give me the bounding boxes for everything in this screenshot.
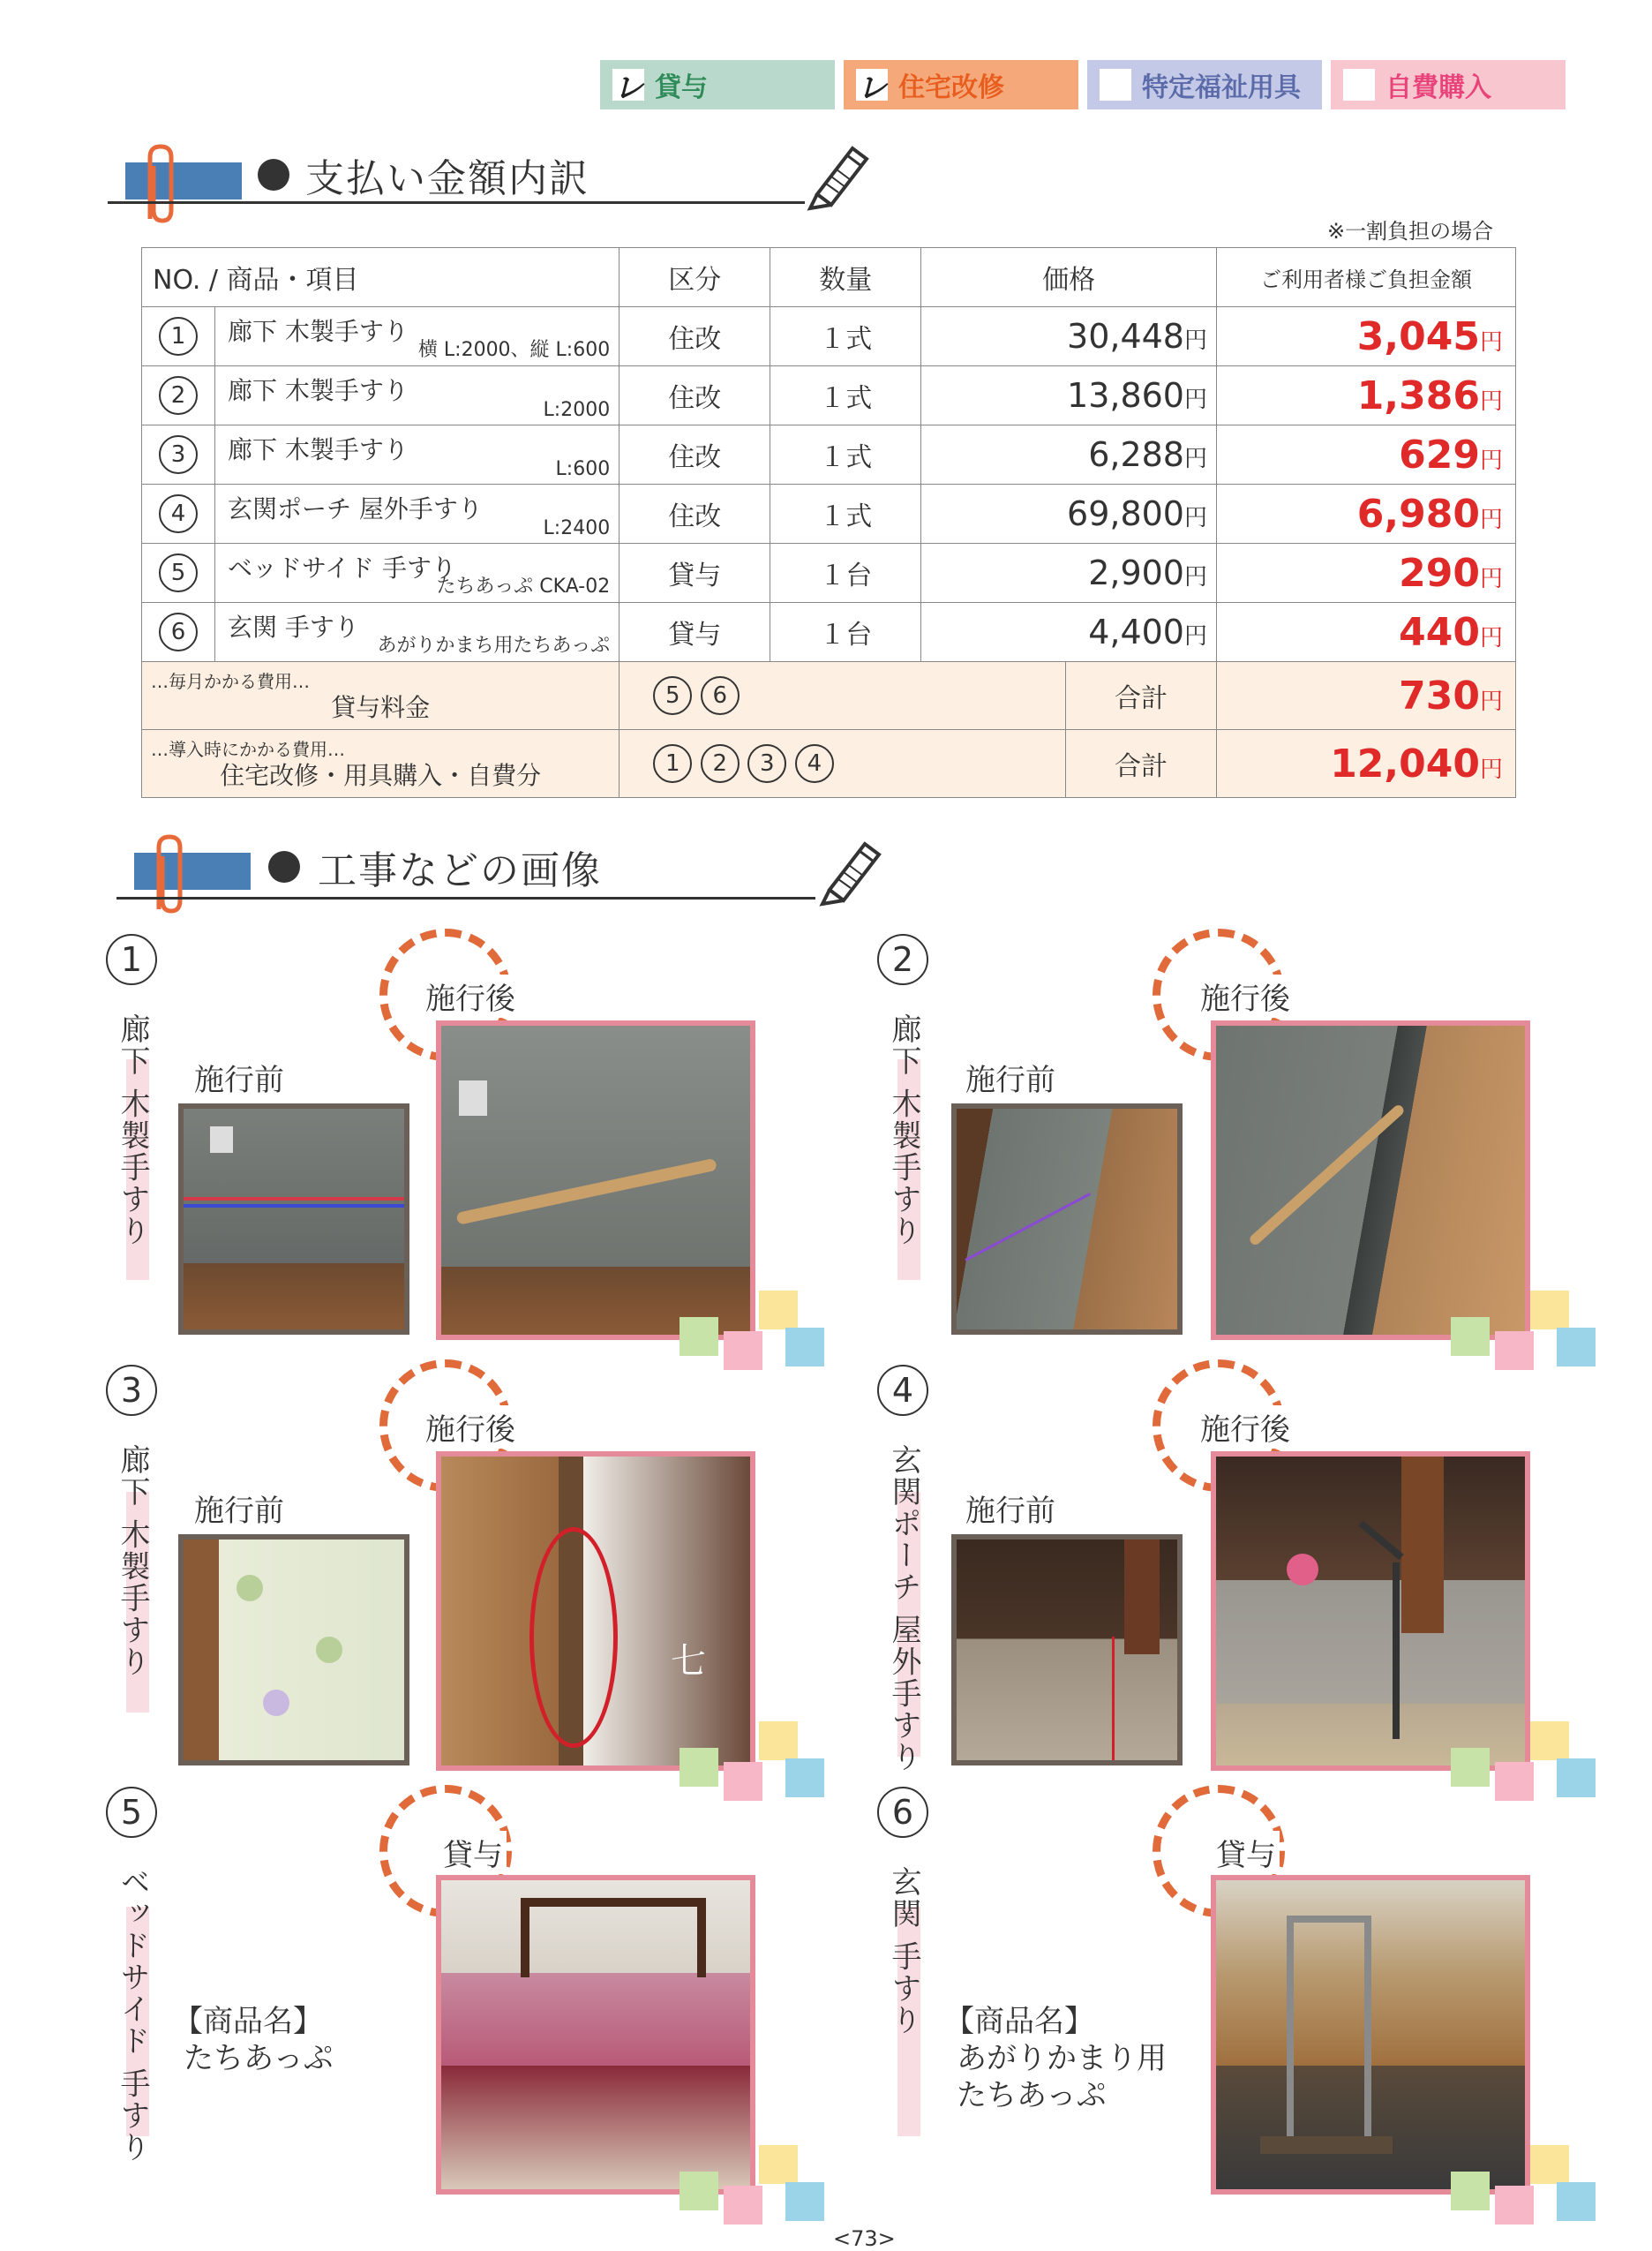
item-category: 住改 [620, 425, 770, 485]
item-category: 貸与 [620, 544, 770, 603]
header-category: 区分 [620, 248, 770, 307]
entry-title: ベッドサイド 手すり [115, 1866, 150, 2164]
section-title-payment: 支払い金額内訳 [305, 156, 589, 201]
entry-title: 玄関ポーチ 屋外手すり [886, 1444, 921, 1773]
item-pay: 629 [1399, 432, 1480, 478]
handrail-bar [1358, 1520, 1403, 1560]
after-label: 施行後 [1197, 975, 1294, 1018]
product-name-line2: たちあっぷ [957, 2078, 1107, 2113]
heading-underline [116, 897, 815, 900]
item-category: 住改 [620, 307, 770, 366]
entry-number: 6 [877, 1787, 928, 1838]
color-square [1557, 1758, 1596, 1797]
yen-unit: 円 [1479, 328, 1503, 356]
handrail-frame [1287, 1916, 1371, 2152]
rental-label: 貸与 [439, 1831, 507, 1874]
after-label: 施行後 [422, 1405, 519, 1449]
item-price: 6,288 [1088, 435, 1184, 474]
photo-before [951, 1103, 1183, 1335]
item-qty: １式 [770, 425, 921, 485]
item-price: 69,800 [1067, 494, 1184, 533]
entry-number: 3 [106, 1365, 157, 1416]
tag-home-renovation [844, 60, 1078, 109]
photo-after [1211, 1020, 1530, 1340]
item-name: 廊下 木製手すり [228, 376, 409, 405]
photo-before [951, 1534, 1183, 1765]
entry-title: 廊下 木製手すり [115, 1013, 150, 1247]
item-ref: 6 [701, 676, 740, 715]
item-pay: 440 [1399, 609, 1480, 655]
handrail [1248, 1103, 1406, 1247]
rental-label: 貸与 [1213, 1831, 1280, 1874]
summary-items [620, 730, 1066, 798]
item-spec: たちあっぷ CKA-02 [436, 576, 611, 598]
row-number: 5 [159, 553, 198, 592]
color-square [680, 1317, 718, 1356]
table-row [142, 603, 1516, 662]
item-pay: 1,386 [1356, 373, 1480, 418]
item-qty: １式 [770, 307, 921, 366]
pillar [1124, 1540, 1160, 1654]
item-ref: 4 [795, 744, 834, 783]
yen-unit: 円 [1479, 447, 1503, 474]
entry-title: 廊下 木製手すり [115, 1444, 150, 1678]
item-pay: 6,980 [1356, 491, 1480, 537]
paperclip-icon [132, 139, 194, 228]
color-square [1530, 1721, 1569, 1760]
tag-label: 自費購入 [1385, 72, 1491, 103]
yen-unit: 円 [1479, 565, 1503, 592]
header-price: 価格 [921, 248, 1217, 307]
summary-total-label: 合計 [1066, 730, 1217, 798]
color-square [1495, 2186, 1534, 2225]
highlight-circle [529, 1527, 618, 1748]
yen-unit: 円 [1479, 388, 1503, 415]
summary-label: 住宅改修・用具購入・自費分 [220, 761, 542, 790]
switch-plate [459, 1080, 487, 1116]
photo-after [436, 1020, 755, 1340]
entry-number: 5 [106, 1787, 157, 1838]
item-pay: 3,045 [1356, 313, 1480, 359]
summary-label: 貸与料金 [331, 693, 431, 722]
bullet-icon [258, 159, 289, 191]
color-square [1530, 1291, 1569, 1329]
color-square [1557, 2182, 1596, 2221]
handrail-line-purple [965, 1193, 1091, 1261]
row-number: 4 [159, 494, 198, 533]
before-label: 施行前 [194, 1063, 284, 1098]
row-number: 1 [159, 317, 198, 356]
color-square [680, 1748, 718, 1787]
header-qty: 数量 [770, 248, 921, 307]
color-square [1557, 1328, 1596, 1366]
entry-title: 玄関 手すり [886, 1866, 921, 2036]
entry-number: 1 [106, 934, 157, 985]
curtain-pattern [263, 1690, 289, 1716]
entry-number: 4 [877, 1365, 928, 1416]
curtain-pattern [316, 1637, 342, 1663]
color-square [724, 2186, 762, 2225]
item-name: ベッドサイド 手すり [228, 553, 456, 583]
yen-unit: 円 [1183, 327, 1207, 354]
table-row [142, 544, 1516, 603]
item-qty: １台 [770, 603, 921, 662]
item-price: 4,400 [1088, 613, 1184, 651]
handrail-line-blue [184, 1204, 404, 1208]
color-square [1495, 1762, 1534, 1801]
color-square [759, 1721, 798, 1760]
yen-unit: 円 [1183, 623, 1207, 650]
payment-table [141, 247, 1516, 798]
pen-icon [800, 132, 879, 212]
bullet-icon [268, 851, 300, 883]
paperclip-icon [141, 830, 203, 918]
tag-label: 特定福祉用具 [1142, 72, 1301, 103]
item-spec: L:600 [555, 458, 611, 480]
item-ref: 5 [653, 676, 692, 715]
curtain-pattern [237, 1575, 263, 1601]
curtain-text: 七 [671, 1641, 706, 1682]
photo-after [1211, 1451, 1530, 1771]
heading-underline [108, 201, 805, 204]
item-name: 玄関ポーチ 屋外手すり [228, 494, 483, 523]
product-heading: 【商品名】 [944, 2004, 1094, 2039]
before-label: 施行前 [194, 1494, 284, 1529]
color-square [1451, 2172, 1490, 2210]
table-row [142, 425, 1516, 485]
row-number: 3 [159, 435, 198, 474]
summary-amount: 730 [1399, 673, 1480, 719]
marker-line [1112, 1637, 1115, 1760]
row-number: 6 [159, 613, 198, 651]
tag-label: 貸与 [655, 72, 708, 103]
item-ref: 1 [653, 744, 692, 783]
switch-plate [210, 1126, 233, 1153]
yen-unit: 円 [1183, 564, 1207, 591]
color-square [1451, 1317, 1490, 1356]
item-spec: L:2400 [543, 517, 611, 539]
yen-unit: 円 [1479, 688, 1503, 715]
item-ref: 3 [747, 744, 786, 783]
color-square [724, 1331, 762, 1370]
item-name: 玄関 手すり [228, 613, 359, 642]
item-spec: L:2000 [543, 399, 611, 421]
yen-unit: 円 [1183, 505, 1207, 531]
color-square [724, 1762, 762, 1801]
yen-unit: 円 [1479, 506, 1503, 533]
bed-rail [521, 1898, 706, 1977]
item-ref: 2 [701, 744, 740, 783]
photo-before [178, 1103, 409, 1335]
item-price: 13,860 [1067, 376, 1184, 415]
burden-note: ※一割負担の場合 [1327, 219, 1494, 244]
flower-pot [1287, 1554, 1318, 1585]
photo-product [1211, 1875, 1530, 2195]
item-spec: あがりかまち用たちあっぷ [377, 635, 611, 657]
yen-unit: 円 [1479, 756, 1503, 783]
item-spec: 横 L:2000、縦 L:600 [417, 339, 611, 361]
yen-unit: 円 [1183, 446, 1207, 472]
item-category: 住改 [620, 366, 770, 425]
summary-total-label: 合計 [1066, 662, 1217, 730]
handrail [456, 1158, 717, 1225]
color-square [785, 1758, 824, 1797]
item-name: 廊下 木製手すり [228, 435, 409, 464]
photo-after [436, 1451, 755, 1771]
photo-product [436, 1875, 755, 2195]
pillar [1401, 1457, 1444, 1633]
section-title-photos: 工事などの画像 [318, 848, 602, 893]
item-qty: １式 [770, 366, 921, 425]
color-square [759, 2145, 798, 2184]
product-heading: 【商品名】 [173, 2004, 323, 2039]
product-name-line1: あがりかまり用 [957, 2041, 1167, 2076]
item-qty: １台 [770, 544, 921, 603]
item-category: 貸与 [620, 603, 770, 662]
yen-unit: 円 [1183, 387, 1207, 413]
tag-self-purchase [1331, 60, 1566, 109]
check-box: レ [613, 70, 643, 106]
page-number: <73> [833, 2226, 896, 2251]
item-price: 30,448 [1067, 317, 1184, 356]
handrail-post [1393, 1562, 1400, 1739]
summary-note: …毎月かかる費用… [151, 671, 310, 692]
color-square [785, 1328, 824, 1366]
tag-rental [600, 60, 835, 109]
after-label: 施行後 [422, 975, 519, 1018]
header-pay: ご利用者様ご負担金額 [1217, 248, 1516, 307]
item-qty: １式 [770, 485, 921, 544]
color-square [1530, 2145, 1569, 2184]
summary-amount: 12,040 [1330, 741, 1480, 787]
after-label: 施行後 [1197, 1405, 1294, 1449]
table-row [142, 366, 1516, 425]
before-label: 施行前 [965, 1063, 1055, 1098]
pen-icon [812, 828, 891, 907]
item-category: 住改 [620, 485, 770, 544]
check-box: レ [857, 70, 887, 106]
color-square [785, 2182, 824, 2221]
item-name: 廊下 木製手すり [228, 317, 409, 346]
color-square [680, 2172, 718, 2210]
product-name: たちあっぷ [184, 2041, 334, 2076]
table-header-row [142, 248, 1516, 307]
handrail-line-red [184, 1197, 404, 1201]
check-box [1343, 69, 1375, 101]
summary-row-rental [142, 662, 1516, 730]
color-square [1451, 1748, 1490, 1787]
entry-title: 廊下 木製手すり [886, 1013, 921, 1247]
yen-unit: 円 [1479, 624, 1503, 651]
handrail-base [1260, 2136, 1393, 2154]
item-price: 2,900 [1088, 553, 1184, 592]
item-pay: 290 [1399, 550, 1480, 596]
entry-number: 2 [877, 934, 928, 985]
check-box [1100, 69, 1131, 101]
row-number: 2 [159, 376, 198, 415]
color-square [759, 1291, 798, 1329]
summary-items [620, 662, 1066, 730]
photo-before [178, 1534, 409, 1765]
table-row [142, 307, 1516, 366]
tag-welfare-equipment [1087, 60, 1322, 109]
color-square [1495, 1331, 1534, 1370]
before-label: 施行前 [965, 1494, 1055, 1529]
header-item: NO. / 商品・項目 [142, 248, 620, 307]
table-row [142, 485, 1516, 544]
summary-note: …導入時にかかる費用… [151, 739, 345, 760]
summary-row-initial [142, 730, 1516, 798]
tag-label: 住宅改修 [898, 72, 1004, 103]
